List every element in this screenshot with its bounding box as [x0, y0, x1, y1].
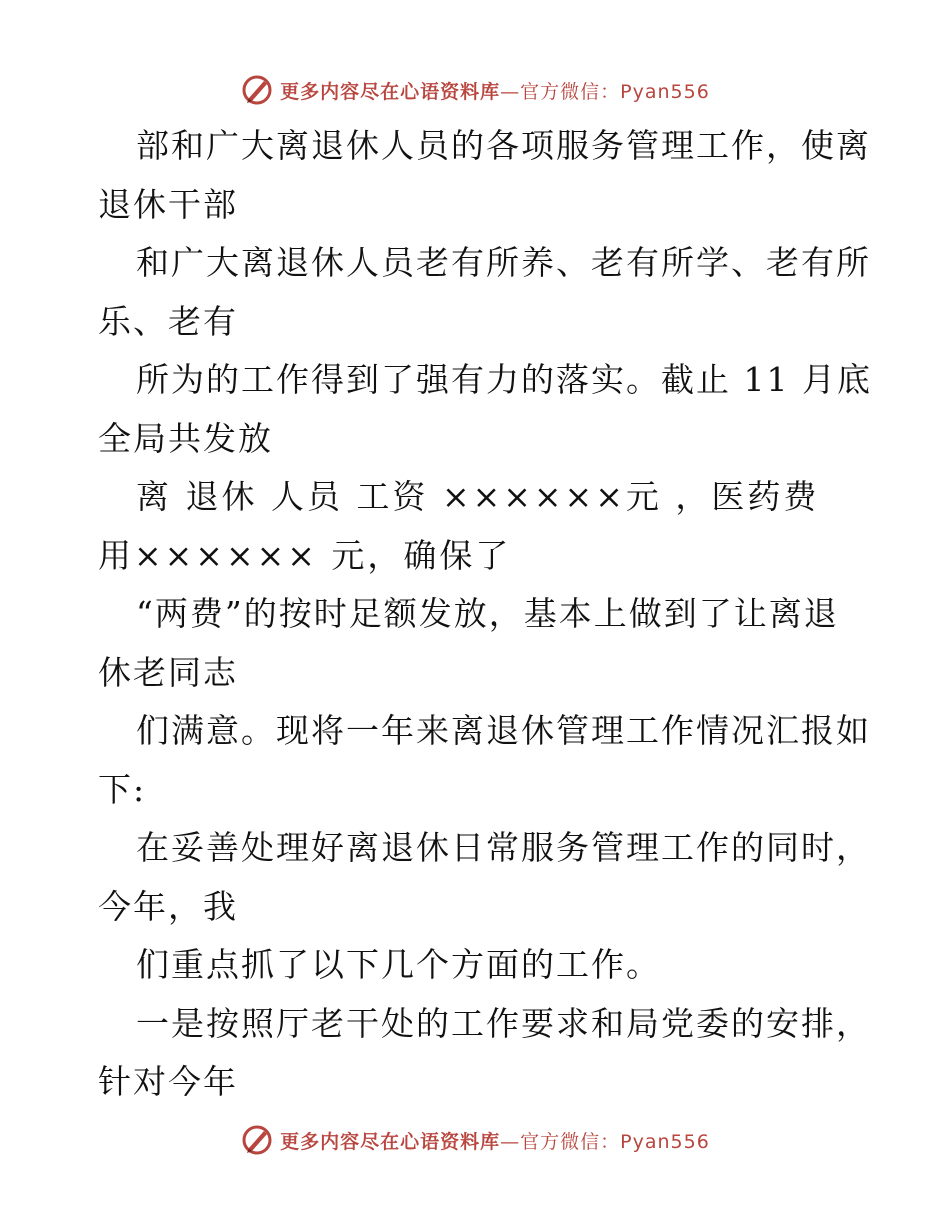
- footer-wechat: 官方微信：Pyan556: [520, 1130, 710, 1153]
- footer-watermark: [0, 1118, 950, 1162]
- footer-brand: 更多内容尽在心语资料库: [280, 1130, 501, 1153]
- text-line: 在妥善处理好离退休日常服务管理工作的同时，: [136, 828, 871, 867]
- footer-separator: —: [500, 1130, 521, 1153]
- text-line: 乐、老有: [98, 301, 238, 341]
- text-line: 退休干部: [98, 184, 238, 224]
- text-line: 下:: [98, 769, 147, 809]
- footer-banner-text: [280, 1127, 710, 1154]
- text-line: 所为的工作得到了强有力的落实。截止 11 月底: [136, 360, 872, 399]
- text-line: 离 退休 人员 工资 ××××××元 ，医药费: [136, 477, 820, 516]
- text-line: 部和广大离退休人员的各项服务管理工作，使离: [136, 126, 871, 165]
- text-line: 休老同志: [98, 652, 238, 692]
- text-line: 今年，我: [98, 886, 238, 926]
- text-line: 用×××××× 元，确保了: [98, 535, 512, 575]
- text-line: 们满意。现将一年来离退休管理工作情况汇报如: [136, 711, 871, 750]
- header-watermark: [0, 68, 950, 112]
- header-brand: 更多内容尽在心语资料库: [280, 80, 501, 103]
- pen-logo-icon: [240, 73, 274, 107]
- text-line: 们重点抓了以下几个方面的工作。: [136, 945, 661, 984]
- text-line: 针对今年: [98, 1062, 238, 1101]
- header-separator: —: [500, 80, 521, 103]
- text-line: 和广大离退休人员老有所养、老有所学、老有所: [136, 243, 871, 282]
- pen-logo-icon: [240, 1123, 274, 1157]
- header-banner-text: [280, 77, 710, 104]
- text-line: 一是按照厅老干处的工作要求和局党委的安排，: [136, 1003, 871, 1043]
- header-wechat: 官方微信：Pyan556: [520, 80, 710, 103]
- document-body: [98, 117, 872, 1112]
- text-line: 全局共发放: [98, 418, 273, 458]
- text-line: “两费”的按时足额发放，基本上做到了让离退: [136, 594, 839, 633]
